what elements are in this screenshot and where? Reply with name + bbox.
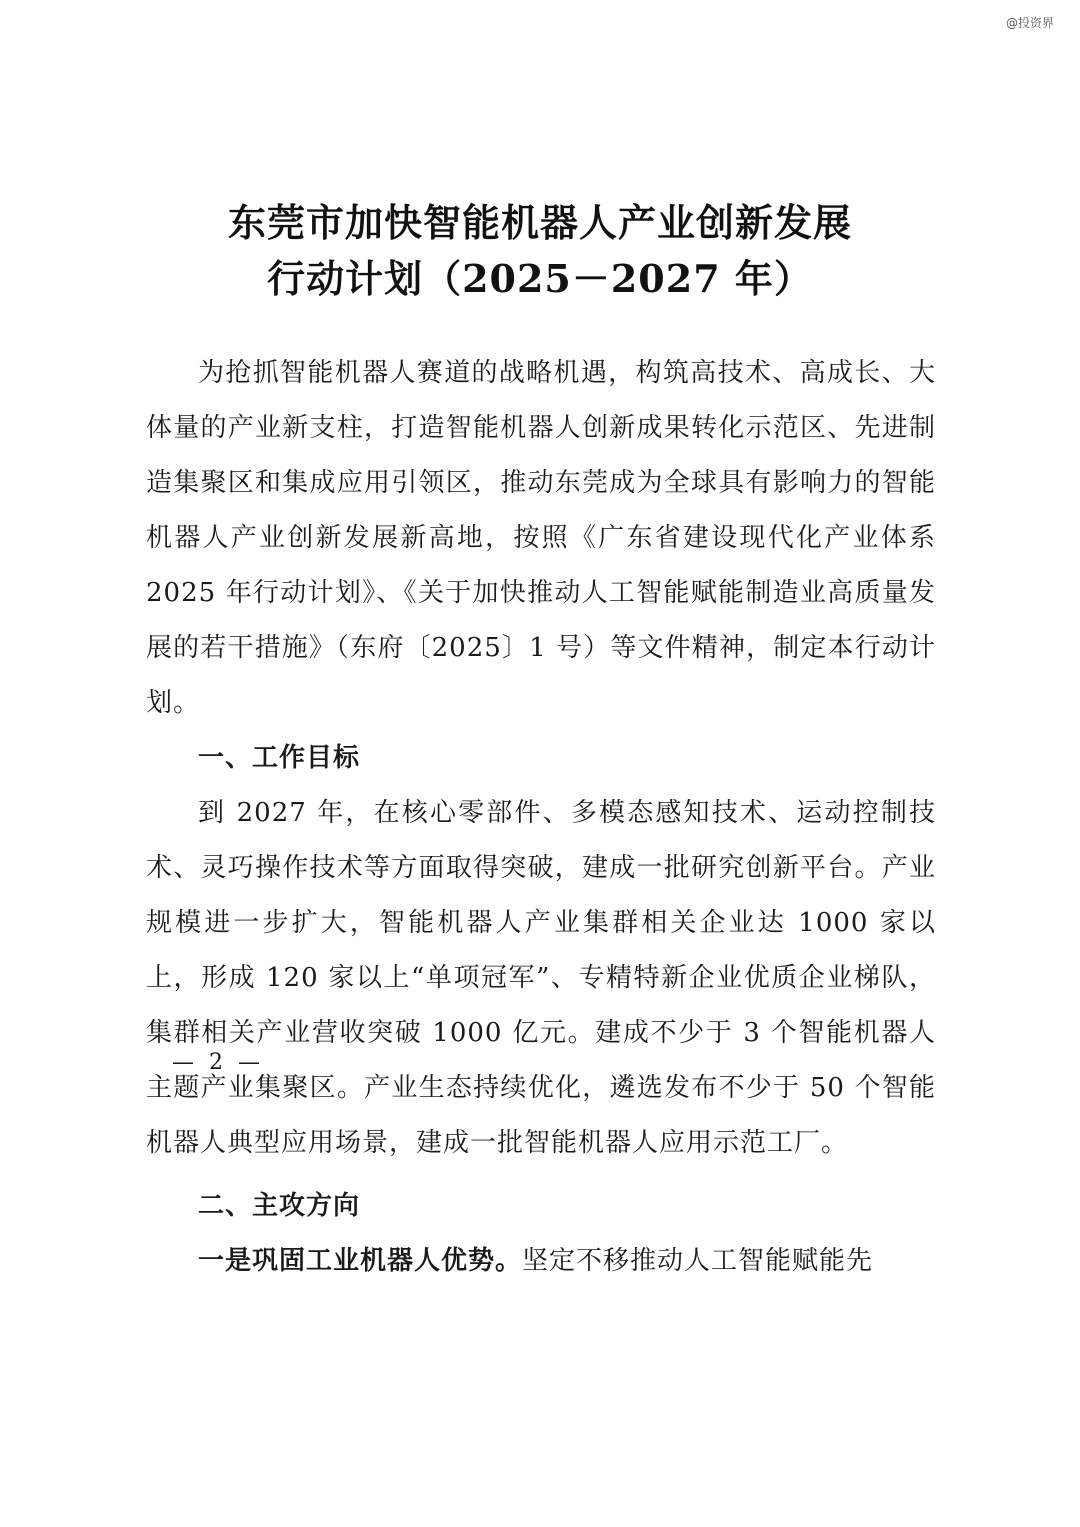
section-heading-goals: 一、工作目标 xyxy=(198,743,361,773)
directions-paragraph xyxy=(146,1234,936,1289)
page-number: — 2 — xyxy=(172,1050,264,1075)
directions-lead-bold: 一是巩固工业机器人优势。 xyxy=(198,1246,523,1276)
section-heading-directions: 二、主攻方向 xyxy=(198,1191,361,1221)
document-title-line-2: 行动计划（2025－2027 年） xyxy=(267,256,813,301)
directions-lead-text: 坚定不移推动人工智能赋能先 xyxy=(522,1246,874,1276)
watermark: @投资界 xyxy=(1005,16,1054,30)
goals-paragraph: 到 2027 年，在核心零部件、多模态感知技术、运动控制技术、灵巧操作技术等方面取得突破，建成一批研究创新平台。产业规模进一步扩大，智能机器人产业集群相关企业达 1000 家以上，形成 120 家以上“单项冠军”、专精特新企业优质企业梯队，集群相关产业营收突破 1000 亿元。建成不少于 3 个智能机器人主题产业集聚区。产业生态持续优化，遴选发布不少于 50 个智能机器人典型应用场景，建成一批智能机器人应用示范工厂。 xyxy=(146,798,936,1158)
document-title-line-1: 东莞市加快智能机器人产业创新发展 xyxy=(227,200,852,245)
document-body xyxy=(146,346,936,1289)
intro-paragraph: 为抢抓智能机器人赛道的战略机遇，构筑高技术、高成长、大体量的产业新支柱，打造智能机器人创新成果转化示范区、先进制造集聚区和集成应用引领区，推动东莞成为全球具有影响力的智能机器人产业创新发展新高地，按照《广东省建设现代化产业体系 2025 年行动计划》、《关于加快推动人工智能赋能制造业高质量发展的若干措施》（东府〔2025〕1 号）等文件精神，制定本行动计划。 xyxy=(146,358,936,718)
